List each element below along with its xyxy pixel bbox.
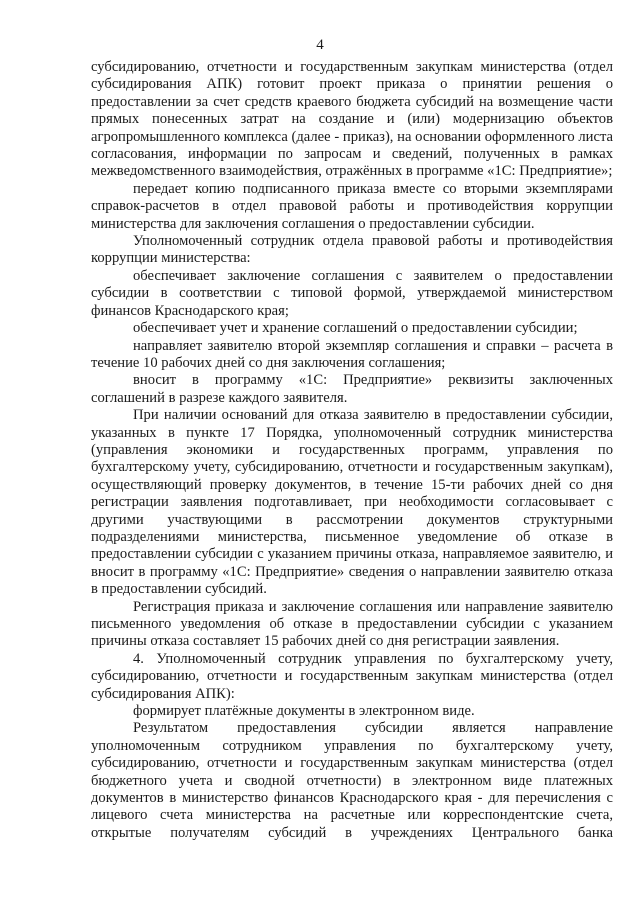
paragraph-enter-details: вносит в программу «1С: Предприятие» реквизиты заключенных соглашений в разрезе каждого заявителя. — [91, 372, 613, 406]
paragraph-registration-term: Регистрация приказа и заключение соглашения или направление заявителю письменного уведомления об отказе в предоставлении субсидии с указанием причины отказа составляет 15 рабочих дней со дня регистрации заявления. — [91, 598, 613, 650]
paragraph-storage: обеспечивает учет и хранение соглашений о предоставлении субсидии; — [133, 320, 578, 337]
paragraph-authorized-legal: Уполномоченный сотрудник отдела правовой работы и противодействия коррупции министерства: — [91, 233, 613, 267]
paragraph-result: Результатом предоставления субсидии является направление уполномоченным сотрудником управления по бухгалтерскому учету, субсидированию, отчетности и государственным закупкам министерства (отдел бюджетного учета и сводной отчетности) в электронном виде платежных документов в министерство финансов Краснодарского края - для перечисления с лицевого счета министерства на расчетные или корреспондентские счета, открытые получателям субсидий в учреждениях Центрального банка — [91, 720, 613, 841]
paragraph-section-4: 4. Уполномоченный сотрудник управления по бухгалтерскому учету, субсидированию, отчетности и государственным закупкам министерства (отдел субсидирования АПК): — [91, 650, 613, 702]
paragraph-continuation: субсидированию, отчетности и государственным закупкам министерства (отдел субсидирования АПК) готовит проект приказа о принятии решения о предоставлении за счет средств краевого бюджета субсидий на возмещение части прямых понесенных затрат на создание и (или) модернизацию объектов агропромышленного комплекса (далее - приказ), на основании оформленного листа согласования, информации по запросам и сведений, полученных в рамках межведомственного взаимодействия, отражённых в программе «1С: Предприятие»; — [91, 59, 613, 180]
paragraph-ensure-agreement: обеспечивает заключение соглашения с заявителем о предоставлении субсидии в соответствии с типовой формой, утверждаемой министерством финансов Краснодарского края; — [91, 267, 613, 319]
paragraph-refusal-grounds: При наличии оснований для отказа заявителю в предоставлении субсидии, указанных в пункте 17 Порядка, уполномоченный сотрудник министерства (управления экономики и государственных программ, управления по бухгалтерскому учету, субсидированию, отчетности и государственным закупкам), осуществляющий проверку документов, в течение 15-ти рабочих дней со дня регистрации заявления подготавливает, при необходимости согласовывает с другими участвующими в рассмотрении документов структурными подразделениями министерства, письменное уведомление об отказе в предоставлении субсидии с указанием причины отказа, направляемое заявителю, и вносит в программу «1С: Предприятие» сведения о направлении заявителю отказа в предоставлении субсидий. — [91, 407, 613, 598]
page-number: 4 — [316, 37, 324, 53]
paragraph-transfer-copy: передает копию подписанного приказа вместе со вторыми экземплярами справок-расчетов в отдел правовой работы и противодействия коррупции министерства для заключения соглашения о предоставлении субсидии. — [91, 180, 613, 232]
paragraph-payment-docs: формирует платёжные документы в электронном виде. — [133, 703, 475, 720]
paragraph-send-copy: направляет заявителю второй экземпляр соглашения и справки – расчета в течение 10 рабочих дней со дня заключения соглашения; — [91, 337, 613, 371]
document-body — [91, 59, 613, 842]
